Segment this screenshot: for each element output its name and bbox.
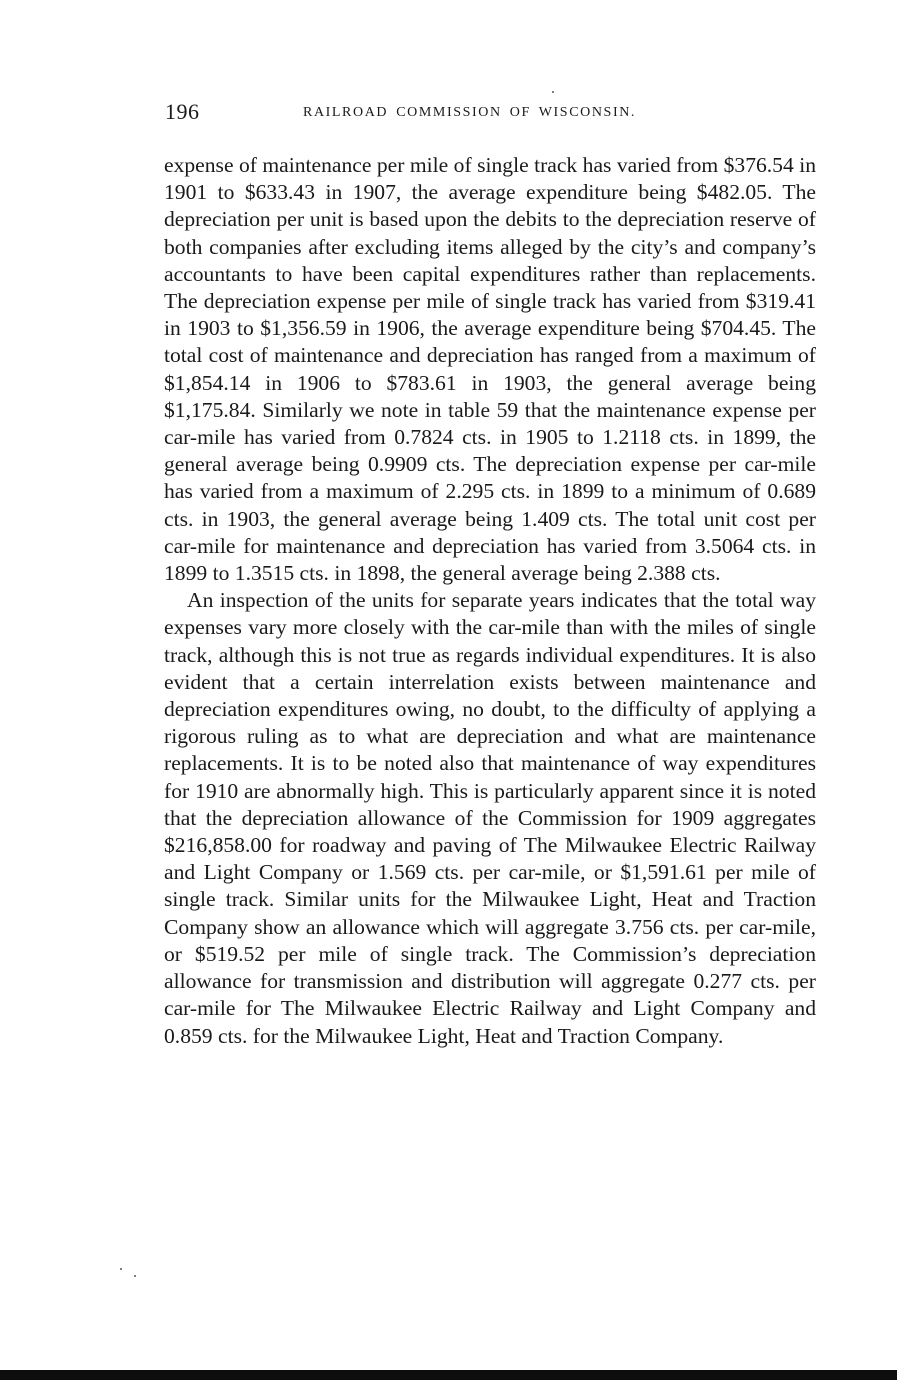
paragraph-inspection: An inspection of the units for separate years indicates that the total way expenses vary more closely with the car-mile than with the miles of single track, although this is not true as regards individual expenditures. It is also evident that a certain interrelation exists between maintenance and depreciation expenditures owing, no doubt, to the difficulty of applying a rigorous ruling as to what are depreciation and what are maintenance replacements. It is to be noted also that maintenance of way expenditures for 1910 are abnormally high. This is particularly apparent since it is noted that the depreciation allowance of the Commission for 1909 aggregates $216,858.00 for roadway and paving of The Milwaukee Electric Railway and Light Company or 1.569 cts. per car-mile, or $1,591.61 per mile of single track. Similar units for the Milwaukee Light, Heat and Traction Company show an allowance which will aggregate 3.756 cts. per car-mile, or $519.52 per mile of single track. The Commission’s depreciation allowance for transmission and distribution will aggregate 0.277 cts. per car-mile for The Milwaukee Electric Railway and Light Company and 0.859 cts. for the Milwaukee Light, Heat and Traction Company. <box>164 588 816 1048</box>
paragraph-continued: expense of maintenance per mile of single track has varied from $376.54 in 1901 to $633.43 in 1907, the average expenditure being $482.05. The depreciation per unit is based upon the debits to the depreciation reserve of both companies after excluding items alleged by the city’s and company’s accountants to have been capital expenditures rather than replacements. The depreciation expense per mile of single track has varied from $319.41 in 1903 to $1,356.59 in 1906, the average expenditure being $704.45. The total cost of maintenance and depreciation has ranged from a maximum of $1,854.14 in 1906 to $783.61 in 1903, the general average being $1,175.84. Similarly we note in table 59 that the maintenance expense per car-mile has varied from 0.7824 cts. in 1905 to 1.2118 cts. in 1899, the general average being 0.9909 cts. The depreciation expense per car-mile has varied from a maximum of 2.295 cts. in 1899 to a minimum of 0.689 cts. in 1903, the general average being 1.409 cts. The total unit cost per car-mile for maintenance and depreciation has varied from 3.5064 cts. in 1899 to 1.3515 cts. in 1898, the general average being 2.388 cts. <box>164 153 816 586</box>
scan-bottom-edge <box>0 1370 897 1380</box>
scan-speck <box>552 91 554 93</box>
body-text <box>164 152 816 1050</box>
page-number: 196 <box>165 99 200 124</box>
scan-speck <box>134 1275 136 1277</box>
running-head: RAILROAD COMMISSION OF WISCONSIN. <box>303 105 637 120</box>
scan-speck <box>120 1268 122 1270</box>
